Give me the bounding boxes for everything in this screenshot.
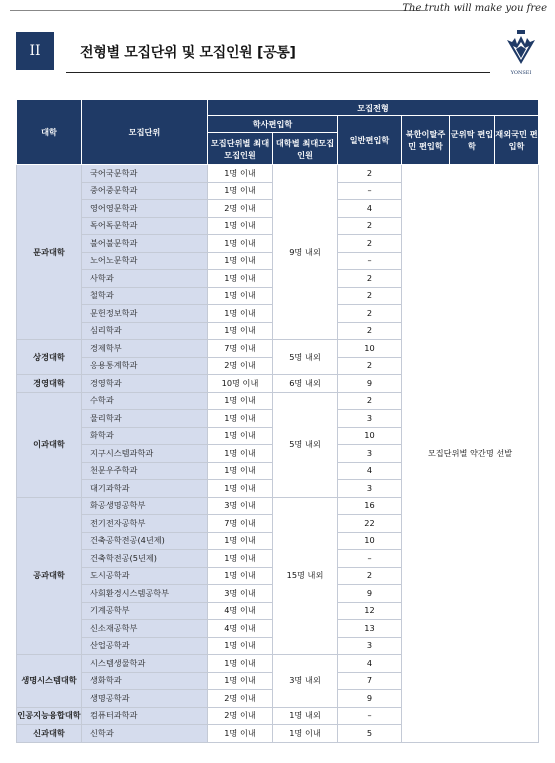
college-cell: 상경대학: [17, 340, 82, 375]
general-transfer-cell: 13: [338, 620, 402, 638]
unit-cell: 독어독문학과: [82, 217, 208, 235]
header-academic-transfer: 학사편입학: [208, 116, 338, 133]
unit-max-cell: 1명 이내: [208, 532, 273, 550]
college-cell: 이과대학: [17, 392, 82, 497]
unit-max-cell: 1명 이내: [208, 445, 273, 463]
unit-cell: 컴퓨터과학과: [82, 707, 208, 725]
unit-max-cell: 4명 이내: [208, 620, 273, 638]
unit-max-cell: 1명 이내: [208, 217, 273, 235]
general-transfer-cell: 2: [338, 392, 402, 410]
unit-cell: 천문우주학과: [82, 462, 208, 480]
general-transfer-cell: –: [338, 550, 402, 568]
unit-max-cell: 2명 이내: [208, 357, 273, 375]
unit-max-cell: 1명 이내: [208, 252, 273, 270]
college-cell: 신과대학: [17, 725, 82, 743]
unit-max-cell: 1명 이내: [208, 392, 273, 410]
header-unit: 모집단위: [82, 100, 208, 165]
unit-max-cell: 1명 이내: [208, 672, 273, 690]
unit-cell: 시스템생물학과: [82, 655, 208, 673]
general-transfer-cell: –: [338, 252, 402, 270]
college-max-cell: 15명 내외: [273, 497, 338, 655]
college-max-cell: 3명 내외: [273, 655, 338, 708]
college-max-cell: 6명 내외: [273, 375, 338, 393]
unit-cell: 건축공학전공(4년제): [82, 532, 208, 550]
unit-cell: 철학과: [82, 287, 208, 305]
unit-cell: 수학과: [82, 392, 208, 410]
unit-cell: 사학과: [82, 270, 208, 288]
eagle-emblem-icon: [503, 30, 539, 68]
table-row: [17, 165, 539, 183]
header-general-transfer: 일반편입학: [338, 116, 402, 165]
general-transfer-cell: 3: [338, 445, 402, 463]
college-cell: 문과대학: [17, 165, 82, 340]
unit-cell: 노어노문학과: [82, 252, 208, 270]
unit-cell: 대기과학과: [82, 480, 208, 498]
header-nk-defector: 북한이탈주민 편입학: [402, 116, 450, 165]
unit-max-cell: 1명 이내: [208, 287, 273, 305]
table-body: [17, 165, 539, 743]
unit-cell: 화학과: [82, 427, 208, 445]
section-number: II: [29, 43, 41, 59]
unit-max-cell: 1명 이내: [208, 655, 273, 673]
general-transfer-cell: 4: [338, 462, 402, 480]
unit-max-cell: 10명 이내: [208, 375, 273, 393]
unit-cell: 전기전자공학부: [82, 515, 208, 533]
unit-max-cell: 1명 이내: [208, 725, 273, 743]
title-underline: [66, 72, 490, 73]
general-transfer-cell: 4: [338, 200, 402, 218]
unit-max-cell: 1명 이내: [208, 235, 273, 253]
general-transfer-cell: 3: [338, 637, 402, 655]
college-max-cell: 5명 내외: [273, 392, 338, 497]
unit-cell: 심리학과: [82, 322, 208, 340]
unit-cell: 경영학과: [82, 375, 208, 393]
unit-max-cell: 3명 이내: [208, 497, 273, 515]
unit-max-cell: 1명 이내: [208, 305, 273, 323]
unit-cell: 신소재공학부: [82, 620, 208, 638]
general-transfer-cell: 10: [338, 427, 402, 445]
unit-max-cell: 1명 이내: [208, 637, 273, 655]
unit-max-cell: 1명 이내: [208, 427, 273, 445]
general-transfer-cell: 2: [338, 270, 402, 288]
header-overseas: 재외국민 편입학: [495, 116, 539, 165]
unit-cell: 경제학부: [82, 340, 208, 358]
unit-max-cell: 2명 이내: [208, 690, 273, 708]
unit-cell: 응용통계학과: [82, 357, 208, 375]
unit-cell: 화공생명공학부: [82, 497, 208, 515]
general-transfer-cell: –: [338, 182, 402, 200]
unit-cell: 기계공학부: [82, 602, 208, 620]
top-rule: [10, 10, 425, 11]
unit-cell: 지구시스템과학과: [82, 445, 208, 463]
general-transfer-cell: 9: [338, 585, 402, 603]
general-transfer-cell: 9: [338, 690, 402, 708]
unit-cell: 생화학과: [82, 672, 208, 690]
general-transfer-cell: 2: [338, 165, 402, 183]
unit-max-cell: 1명 이내: [208, 182, 273, 200]
unit-max-cell: 1명 이내: [208, 567, 273, 585]
general-transfer-cell: 2: [338, 235, 402, 253]
header-unit-max: 모집단위별 최대모집인원: [208, 133, 273, 165]
unit-cell: 생명공학과: [82, 690, 208, 708]
general-transfer-cell: 2: [338, 322, 402, 340]
general-transfer-cell: 12: [338, 602, 402, 620]
unit-cell: 건축학전공(5년제): [82, 550, 208, 568]
unit-max-cell: 1명 이내: [208, 270, 273, 288]
unit-cell: 문헌정보학과: [82, 305, 208, 323]
section-number-badge: [16, 32, 54, 70]
college-max-cell: 1명 이내: [273, 725, 338, 743]
general-transfer-cell: 2: [338, 287, 402, 305]
recruitment-table: [16, 99, 539, 743]
college-cell: 생명시스템대학: [17, 655, 82, 708]
general-transfer-cell: 10: [338, 340, 402, 358]
header-college-max: 대학별 최대모집인원: [273, 133, 338, 165]
unit-max-cell: 1명 이내: [208, 550, 273, 568]
general-transfer-cell: 22: [338, 515, 402, 533]
header-military: 군위탁 편입학: [450, 116, 495, 165]
college-max-cell: 9명 내외: [273, 165, 338, 340]
unit-max-cell: 4명 이내: [208, 602, 273, 620]
unit-max-cell: 1명 이내: [208, 480, 273, 498]
college-max-cell: 1명 내외: [273, 707, 338, 725]
selection-note-cell: 모집단위별 약간명 선발: [402, 165, 539, 743]
general-transfer-cell: 2: [338, 357, 402, 375]
general-transfer-cell: 7: [338, 672, 402, 690]
header-recruit-type: 모집전형: [208, 100, 539, 116]
general-transfer-cell: 9: [338, 375, 402, 393]
general-transfer-cell: 3: [338, 480, 402, 498]
unit-max-cell: 1명 이내: [208, 462, 273, 480]
unit-max-cell: 2명 이내: [208, 707, 273, 725]
general-transfer-cell: 4: [338, 655, 402, 673]
unit-max-cell: 1명 이내: [208, 410, 273, 428]
unit-cell: 도시공학과: [82, 567, 208, 585]
college-cell: 경영대학: [17, 375, 82, 393]
unit-cell: 신학과: [82, 725, 208, 743]
yonsei-logo: [503, 30, 539, 76]
unit-max-cell: 3명 이내: [208, 585, 273, 603]
unit-cell: 중어중문학과: [82, 182, 208, 200]
unit-cell: 불어불문학과: [82, 235, 208, 253]
unit-max-cell: 7명 이내: [208, 340, 273, 358]
general-transfer-cell: 2: [338, 217, 402, 235]
college-max-cell: 5명 내외: [273, 340, 338, 375]
unit-cell: 국어국문학과: [82, 165, 208, 183]
general-transfer-cell: –: [338, 707, 402, 725]
general-transfer-cell: 10: [338, 532, 402, 550]
unit-max-cell: 2명 이내: [208, 200, 273, 218]
general-transfer-cell: 2: [338, 305, 402, 323]
header-college: 대학: [17, 100, 82, 165]
unit-max-cell: 1명 이내: [208, 165, 273, 183]
unit-max-cell: 7명 이내: [208, 515, 273, 533]
unit-max-cell: 1명 이내: [208, 322, 273, 340]
unit-cell: 사회환경시스템공학부: [82, 585, 208, 603]
general-transfer-cell: 3: [338, 410, 402, 428]
general-transfer-cell: 16: [338, 497, 402, 515]
unit-cell: 산업공학과: [82, 637, 208, 655]
general-transfer-cell: 5: [338, 725, 402, 743]
college-cell: 인공지능융합대학: [17, 707, 82, 725]
tagline: The truth will make you free: [402, 3, 547, 14]
college-cell: 공과대학: [17, 497, 82, 655]
logo-wordmark: YONSEI: [510, 70, 532, 76]
unit-cell: 물리학과: [82, 410, 208, 428]
general-transfer-cell: 2: [338, 567, 402, 585]
unit-cell: 영어영문학과: [82, 200, 208, 218]
page-title: 전형별 모집단위 및 모집인원 [공통]: [80, 45, 296, 61]
